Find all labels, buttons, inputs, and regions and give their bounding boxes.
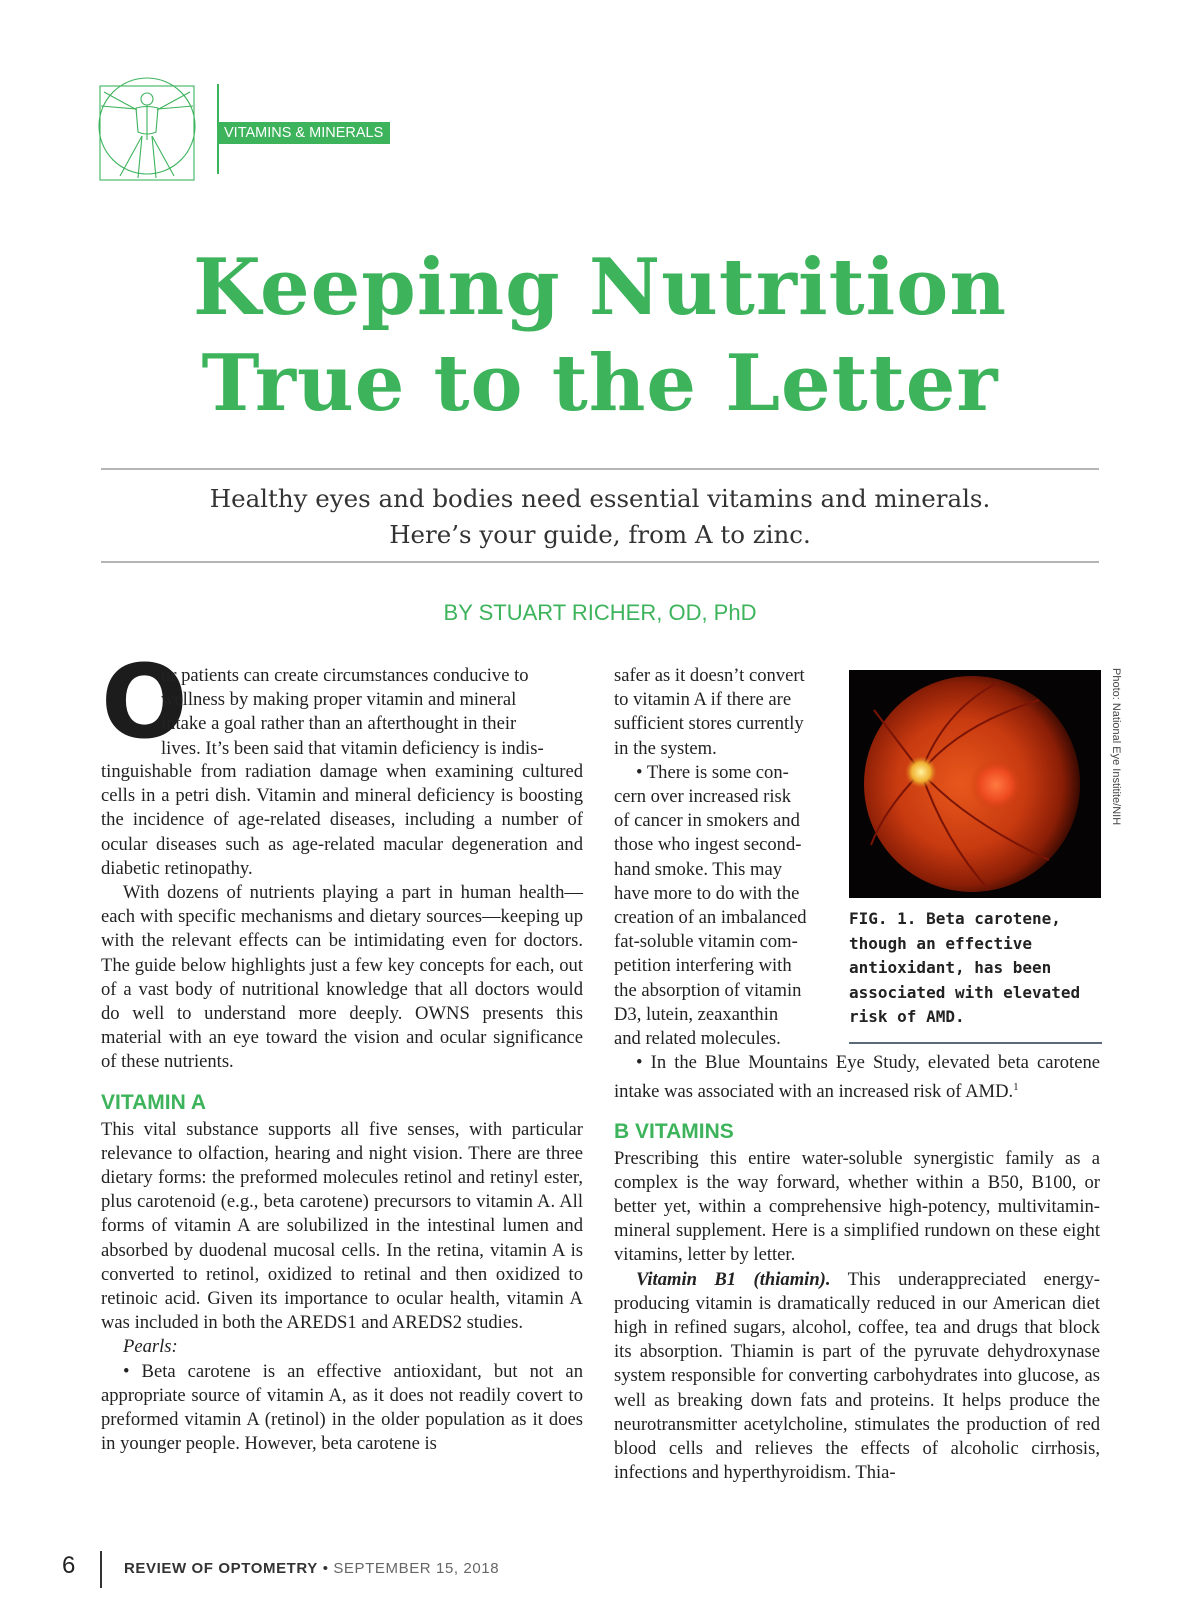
retina-image <box>849 670 1101 898</box>
retina-fundus-photo <box>849 670 1101 898</box>
text-line: the absorption of vitamin <box>614 979 802 1001</box>
paragraph: With dozens of nutrients playing a part in human health—each with specific mechanisms and dietary sources—keeping up with the relevant effects can be intimidating even for doctors. The guide below highlights just a few key concepts for each, out of a vast body of nutritional knowledge that all doctors would do well to understand more deeply. OWNS presents this material with an eye toward the vision and ocular significance of these nutrients. <box>101 882 583 1073</box>
footer-separator: • <box>317 1560 334 1577</box>
subtitle-line-1: Healthy eyes and bodies need essential vitamins and minerals. <box>209 484 991 513</box>
caption-line: antioxidant, has been <box>849 958 1052 977</box>
title-line-2: True to the Letter <box>201 338 999 429</box>
caption-line: associated with elevated <box>849 982 1081 1002</box>
intro-first-lines <box>161 664 583 761</box>
title-line-1: Keeping Nutrition <box>192 242 1008 333</box>
intro-line: wellness by making proper vitamin and mineral <box>161 689 517 711</box>
vitamin-a-paragraph: This vital substance supports all five senses, with particular relevance to olfaction, hearing and night vision. There are three dietary forms: the preformed molecules retinol and retinyl ester, plus carotenoid (e.g., beta carotene) precursors to vitamin A. All forms of vitamin A are solubilized in the intestinal lumen and absorbed by duodenal mucosal cells. In the retina, vitamin A is converted to retinol, oxidized to retinal and then oxidized to retinoic acid. Given its importance to ocular health, vitamin A was included in both the AREDS1 and AREDS2 studies. <box>101 1118 583 1334</box>
photo-credit <box>1108 668 1120 828</box>
pearl-bullet: • Beta carotene is an effective antioxidant, but not an appropriate source of vitamin A, as it does not readily covert to preformed vitamin A (retinol) in the older population as it does in younger people. However, beta carotene is <box>101 1360 583 1455</box>
b-vitamins-paragraph: Prescribing this entire water-soluble synergistic family as a complex is the way forward, whether within a B50, B100, or better yet, within a comprehensive high-potency, multivitamin-mineral supplement. Here is a simplified rundown on these eight vitamins, letter by letter. <box>614 1147 1100 1266</box>
subtitle-line-2: Here’s your guide, from A to zinc. <box>389 520 811 549</box>
section-label: VITAMINS & MINERALS <box>219 122 390 144</box>
publication-date: SEPTEMBER 15, 2018 <box>333 1560 500 1577</box>
caption-rule <box>849 1042 1102 1044</box>
vitruvian-man-icon <box>98 72 198 184</box>
b1-text: This underappreciated energy-producing vitamin is dramatically reduced in our American diet high in refined sugars, alcohol, coffee, tea and drugs that block its absorption. Thiamin is part of the pyruvate dehydroxynase system responsible for converting carbohydrates into glucose, as well as breaking down fats and proteins. It helps produce the neurotransmitter acetylcholine, stimulates the production of red blood cells and relieves the effects of alcoholic cirrhosis, infections and hyperthyroidism. Thia- <box>614 1268 1100 1484</box>
text-line: sufficient stores currently <box>614 713 804 735</box>
text-line: safer as it doesn’t convert <box>614 665 805 686</box>
intro-line: intake a goal rather than an afterthought in their <box>161 713 517 735</box>
vitamin-a-heading: VITAMIN A <box>101 1090 206 1114</box>
title-rule-bottom <box>101 561 1099 563</box>
page-number: 6 <box>62 1552 76 1579</box>
b1-label: Vitamin B1 (thiamin). <box>636 1268 831 1290</box>
drop-cap: O <box>101 643 188 762</box>
b-vitamins-heading: B VITAMINS <box>614 1119 734 1143</box>
photo-credit-text: Photo: National Eye Institite/NIH <box>1110 668 1122 826</box>
column-1-body <box>101 760 583 1456</box>
text-line: creation of an imbalanced <box>614 907 807 929</box>
footer-publication-line <box>124 1560 499 1577</box>
caption-line: though an effective <box>849 933 1033 953</box>
caption-line: FIG. 1. Beta carotene, <box>849 909 1061 928</box>
publication-name: REVIEW OF OPTOMETRY <box>124 1560 318 1577</box>
text-line: to vitamin A if there are <box>614 689 792 711</box>
text-line: in the system. <box>614 737 717 759</box>
footnote-ref: 1 <box>1013 1081 1019 1094</box>
caption-line: risk of AMD. <box>849 1007 965 1026</box>
intro-paragraph: tinguishable from radiation damage when examining cultured cells in a petri dish. Vitamin and mineral deficiency is boosting the incidence of age-related diseases, including a number of ocular diseases such as age-related macular degeneration and diabetic retinopathy. <box>101 761 583 879</box>
footer-divider <box>100 1551 102 1588</box>
blue-mountains-text: • In the Blue Mountains Eye Study, elevated beta carotene intake was associated with an increased risk of AMD. <box>614 1052 1100 1103</box>
text-line: have more to do with the <box>614 882 800 904</box>
column-2-narrow-text <box>614 664 832 1051</box>
title-rule-top <box>101 468 1099 470</box>
article-title <box>0 240 1200 432</box>
b1-paragraph <box>614 1268 1100 1486</box>
text-line: hand smoke. This may <box>614 858 783 880</box>
blue-mountains-bullet <box>614 1051 1100 1105</box>
intro-line: ur patients can create circumstances conducive to <box>161 665 529 686</box>
figure-caption <box>849 907 1101 1030</box>
text-line: • There is some con- <box>636 761 789 783</box>
text-line: of cancer in smokers and <box>614 810 800 832</box>
text-line: and related molecules. <box>614 1028 781 1050</box>
text-line: those who ingest second- <box>614 834 802 856</box>
column-2-body <box>614 1051 1100 1485</box>
text-line: cern over increased risk <box>614 786 792 808</box>
article-subtitle <box>0 481 1200 553</box>
byline: BY STUART RICHER, OD, PhD <box>443 600 757 625</box>
text-line: D3, lutein, zeaxanthin <box>614 1003 779 1025</box>
text-line: petition interfering with <box>614 955 792 977</box>
text-line: fat-soluble vitamin com- <box>614 931 798 953</box>
pearls-label: Pearls: <box>123 1336 178 1358</box>
intro-line: lives. It’s been said that vitamin deficiency is indis- <box>161 737 544 759</box>
